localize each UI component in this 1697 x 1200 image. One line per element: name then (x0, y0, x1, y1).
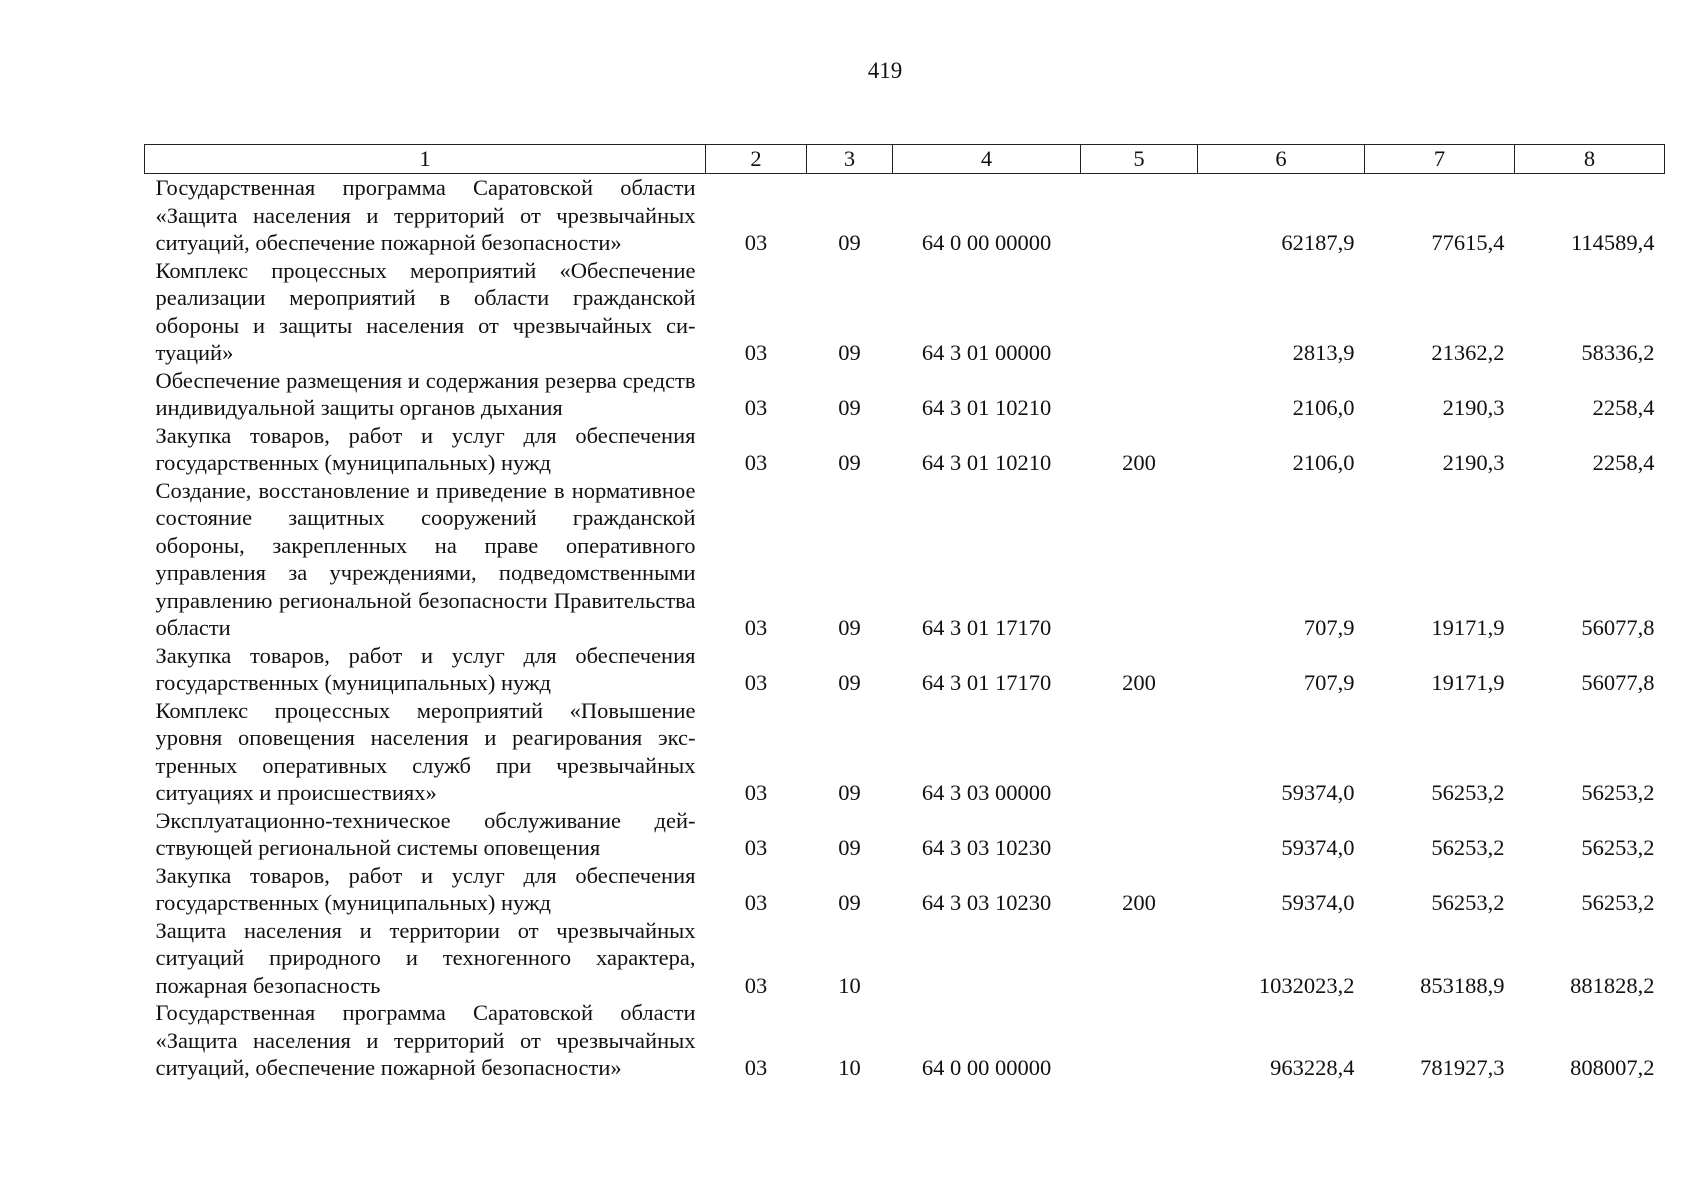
amount-col-6-cell: 59374,0 (1281, 890, 1355, 915)
table-row (145, 367, 1665, 422)
header-col-3: 3 (807, 145, 893, 174)
amount-col-8-cell: 56077,8 (1581, 615, 1655, 640)
expense-type-cell: 200 (1122, 670, 1156, 695)
header-col-7: 7 (1365, 145, 1515, 174)
row-name-cell: Закупка товаров, работ и услуг для обеспечения государственных (муниципальных) нужд (155, 642, 696, 695)
amount-col-6-cell: 2813,9 (1292, 340, 1355, 365)
row-name-cell: Защита населения и территории от чрезвычайных ситуаций природного и техногенного характера, пожарная безопасность (155, 917, 696, 998)
target-article-cell: 64 3 01 10210 (921, 395, 1052, 420)
section-code-cell: 03 (744, 450, 768, 475)
amount-col-7-cell: 56253,2 (1431, 835, 1505, 860)
expense-type-cell (1081, 807, 1198, 862)
target-article-cell: 64 3 03 10230 (921, 890, 1052, 915)
section-code-cell: 03 (744, 615, 768, 640)
expense-type-cell (1081, 477, 1198, 642)
header-col-1: 1 (145, 145, 706, 174)
amount-col-8-cell: 114589,4 (1570, 230, 1655, 255)
expense-type-cell: 200 (1122, 450, 1156, 475)
amount-col-6-cell: 963228,4 (1270, 1055, 1355, 1080)
expense-type-cell (1081, 697, 1198, 807)
budget-table (144, 144, 1665, 1082)
subsection-code-cell: 09 (838, 450, 861, 475)
amount-col-8-cell: 56253,2 (1581, 890, 1655, 915)
table-header-row (145, 145, 1665, 174)
expense-type-cell (1081, 367, 1198, 422)
table-row (145, 422, 1665, 477)
expense-type-cell (1081, 257, 1198, 367)
row-name-cell: Закупка товаров, работ и услуг для обеспечения государственных (муниципальных) нужд (155, 862, 696, 915)
amount-col-8-cell: 808007,2 (1570, 1055, 1655, 1080)
amount-col-7-cell: 56253,2 (1431, 780, 1505, 805)
amount-col-7-cell: 77615,4 (1431, 230, 1505, 255)
subsection-code-cell: 09 (838, 230, 861, 255)
subsection-code-cell: 09 (838, 340, 861, 365)
table-row (145, 807, 1665, 862)
section-code-cell: 03 (744, 230, 768, 255)
section-code-cell: 03 (744, 395, 768, 420)
amount-col-6-cell: 62187,9 (1281, 230, 1355, 255)
section-code-cell: 03 (744, 780, 768, 805)
table-row (145, 917, 1665, 1000)
subsection-code-cell: 10 (838, 972, 861, 998)
row-name-cell: Государственная программа Саратовской области «Защита населения и территорий от чрезвычайных ситуаций, обеспечение пожарной безопасности» (155, 175, 696, 255)
table-row (145, 174, 1665, 257)
table-row (145, 642, 1665, 697)
subsection-code-cell: 09 (838, 890, 861, 915)
amount-col-6-cell: 59374,0 (1281, 835, 1355, 860)
amount-col-8-cell: 2258,4 (1592, 395, 1655, 420)
subsection-code-cell: 09 (838, 835, 861, 860)
expense-type-cell: 200 (1122, 890, 1156, 915)
row-name-cell: Эксплуатационно-техническое обслуживание действующей региональной системы оповещения (155, 807, 696, 860)
subsection-code-cell: 10 (838, 1055, 861, 1080)
amount-col-7-cell: 781927,3 (1420, 1055, 1505, 1080)
section-code-cell: 03 (744, 890, 768, 915)
amount-col-8-cell: 56253,2 (1581, 835, 1655, 860)
target-article-cell: 64 0 00 00000 (921, 230, 1052, 255)
expense-type-cell (1081, 999, 1198, 1082)
section-code-cell: 03 (744, 340, 768, 365)
row-name-cell: Обеспечение размещения и содержания резерва средств индивидуальной защиты органов дыхания (155, 367, 696, 420)
subsection-code-cell: 09 (838, 670, 861, 695)
target-article-cell: 64 3 01 10210 (921, 450, 1052, 475)
row-name-cell: Создание, восстановление и приведение в нормативное состояние защитных сооружений гражданской обороны, закрепленных на праве оперативного управления за учреждениями, подведомственными управлению региональной безопасности Правительства области (155, 477, 696, 640)
amount-col-7-cell: 56253,2 (1431, 890, 1505, 915)
header-col-4: 4 (893, 145, 1081, 174)
amount-col-8-cell: 2258,4 (1592, 450, 1655, 475)
row-name-cell: Комплекс процессных мероприятий «Обеспечение реализации мероприятий в области гражданской обороны и защиты населения от чрезвычайных ситуаций» (155, 257, 696, 365)
amount-col-6-cell: 2106,0 (1292, 395, 1355, 420)
amount-col-6-cell: 59374,0 (1281, 780, 1355, 805)
section-code-cell: 03 (744, 670, 768, 695)
table-row (145, 477, 1665, 642)
amount-col-6-cell: 1032023,2 (1258, 972, 1355, 998)
table-body (145, 174, 1665, 1082)
expense-type-cell (1081, 917, 1198, 1000)
amount-col-7-cell: 19171,9 (1431, 615, 1505, 640)
amount-col-8-cell: 56077,8 (1581, 670, 1655, 695)
target-article-cell: 64 3 03 10230 (921, 835, 1052, 860)
header-col-6: 6 (1198, 145, 1365, 174)
row-name-cell: Государственная программа Саратовской области «Защита населения и территорий от чрезвычайных ситуаций, обеспечение пожарной безопасности» (155, 1000, 696, 1080)
table-row (145, 999, 1665, 1082)
target-article-cell: 64 0 00 00000 (921, 1055, 1052, 1080)
amount-col-7-cell: 2190,3 (1442, 450, 1505, 475)
subsection-code-cell: 09 (838, 615, 861, 640)
row-name-cell: Комплекс процессных мероприятий «Повышение уровня оповещения населения и реагирования экстренных оперативных служб при чрезвычайных ситуациях и происшествиях» (155, 697, 696, 805)
subsection-code-cell: 09 (838, 395, 861, 420)
target-article-cell: 64 3 01 17170 (921, 615, 1052, 640)
table-row (145, 257, 1665, 367)
amount-col-7-cell: 853188,9 (1420, 972, 1505, 998)
header-col-8: 8 (1515, 145, 1665, 174)
expense-type-cell (1081, 174, 1198, 257)
amount-col-7-cell: 19171,9 (1431, 670, 1505, 695)
amount-col-6-cell: 2106,0 (1292, 450, 1355, 475)
amount-col-6-cell: 707,9 (1303, 670, 1355, 695)
target-article-cell: 64 3 03 00000 (921, 780, 1052, 805)
amount-col-7-cell: 2190,3 (1442, 395, 1505, 420)
header-col-2: 2 (706, 145, 807, 174)
amount-col-8-cell: 881828,2 (1570, 972, 1655, 998)
subsection-code-cell: 09 (838, 780, 861, 805)
amount-col-8-cell: 56253,2 (1581, 780, 1655, 805)
header-col-5: 5 (1081, 145, 1198, 174)
row-name-cell: Закупка товаров, работ и услуг для обеспечения государственных (муниципальных) нужд (155, 422, 696, 475)
target-article-cell: 64 3 01 00000 (921, 340, 1052, 365)
page-number: 419 (867, 58, 903, 83)
section-code-cell: 03 (744, 835, 768, 860)
table-row (145, 697, 1665, 807)
target-article-cell: 64 3 01 17170 (921, 670, 1052, 695)
amount-col-8-cell: 58336,2 (1581, 340, 1655, 365)
table-row (145, 862, 1665, 917)
section-code-cell: 03 (744, 1055, 768, 1080)
section-code-cell: 03 (744, 972, 768, 998)
target-article-cell (893, 917, 1081, 1000)
amount-col-7-cell: 21362,2 (1431, 340, 1505, 365)
amount-col-6-cell: 707,9 (1303, 615, 1355, 640)
